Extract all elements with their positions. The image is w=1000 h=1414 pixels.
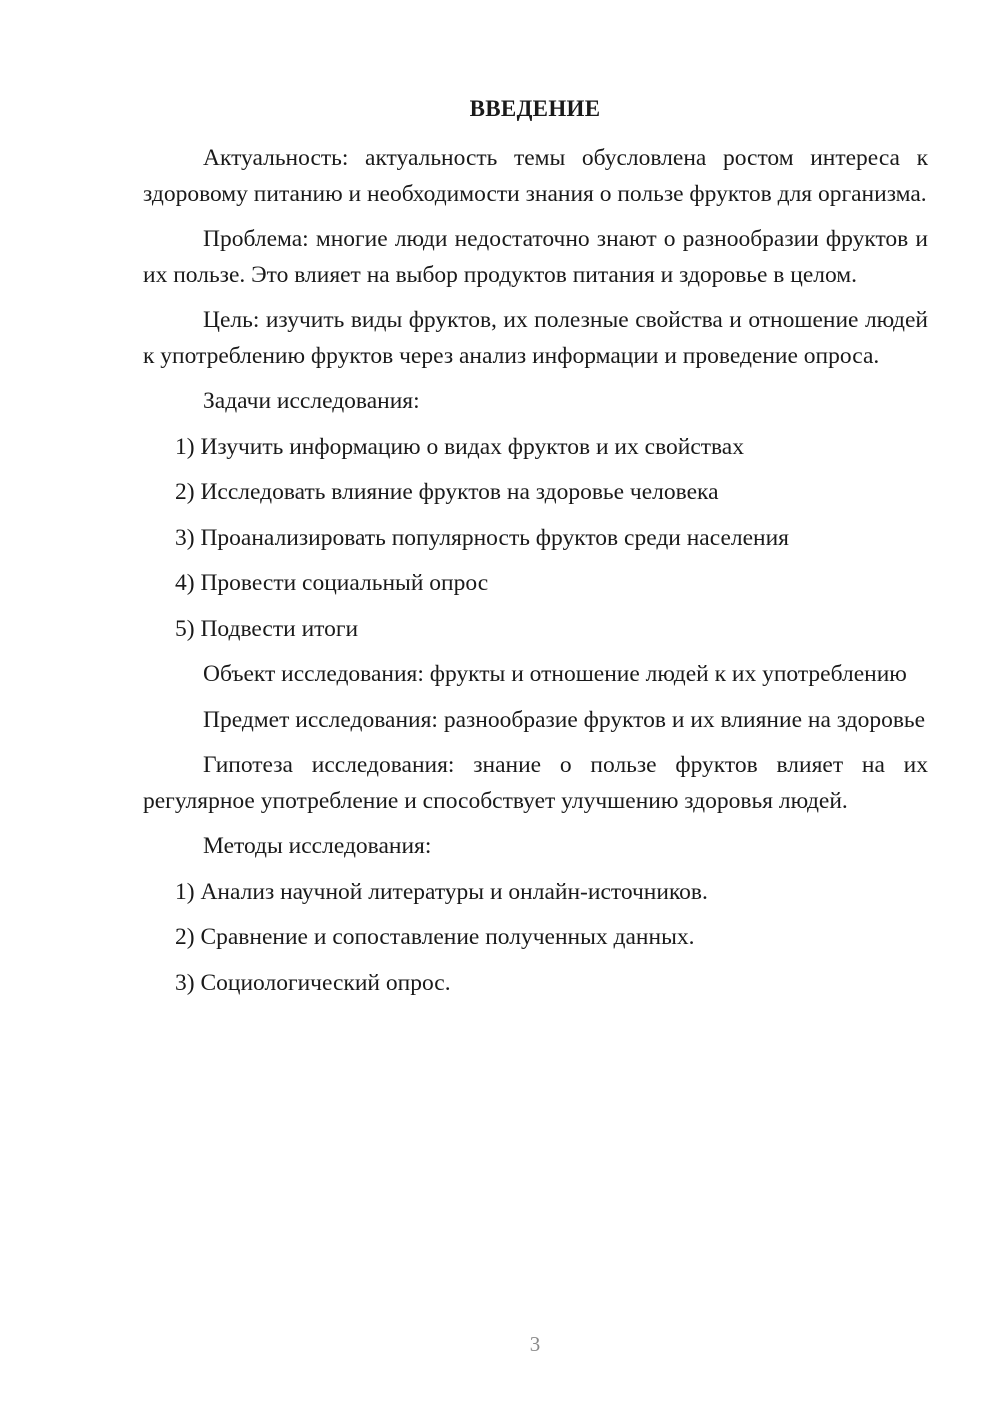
hypothesis-paragraph: Гипотеза исследования: знание о пользе фруктов влияет на их регулярное употребление и способствует улучшению здоровья людей. bbox=[143, 752, 928, 814]
list-item: 2) Сравнение и сопоставление полученных данных. bbox=[175, 924, 695, 950]
list-item: 4) Провести социальный опрос bbox=[175, 570, 489, 596]
list-item: 3) Проанализировать популярность фруктов среди населения bbox=[175, 524, 789, 551]
list-item: 1) Изучить информацию о видах фруктов и их свойствах bbox=[175, 433, 744, 460]
document-body bbox=[143, 141, 928, 1011]
relevance-paragraph: Актуальность: актуальность темы обусловлена ростом интереса к здоровому питанию и необходимости знания о пользе фруктов для организма. bbox=[143, 145, 928, 207]
list-item: 2) Исследовать влияние фруктов на здоровье человека bbox=[175, 479, 719, 505]
tasks-list bbox=[143, 430, 928, 648]
page-title: ВВЕДЕНИЕ bbox=[469, 96, 601, 121]
list-item: 3) Социологический опрос. bbox=[175, 969, 451, 996]
methods-list bbox=[143, 875, 928, 1002]
page-number: 3 bbox=[529, 1332, 541, 1356]
problem-paragraph: Проблема: многие люди недостаточно знают о разнообразии фруктов и их пользе. Это влияет на выбор продуктов питания и здоровье в целом. bbox=[143, 226, 928, 288]
subject-paragraph: Предмет исследования: разнообразие фруктов и их влияние на здоровье bbox=[203, 706, 926, 733]
methods-heading: Методы исследования: bbox=[203, 833, 432, 859]
list-item: 5) Подвести итоги bbox=[175, 615, 359, 642]
object-paragraph: Объект исследования: фрукты и отношение людей к их употреблению bbox=[203, 661, 907, 687]
list-item: 1) Анализ научной литературы и онлайн-источников. bbox=[175, 878, 708, 905]
tasks-heading: Задачи исследования: bbox=[203, 388, 420, 414]
goal-paragraph: Цель: изучить виды фруктов, их полезные свойства и отношение людей к употреблению фруктов через анализ информации и проведение опроса. bbox=[143, 307, 928, 369]
